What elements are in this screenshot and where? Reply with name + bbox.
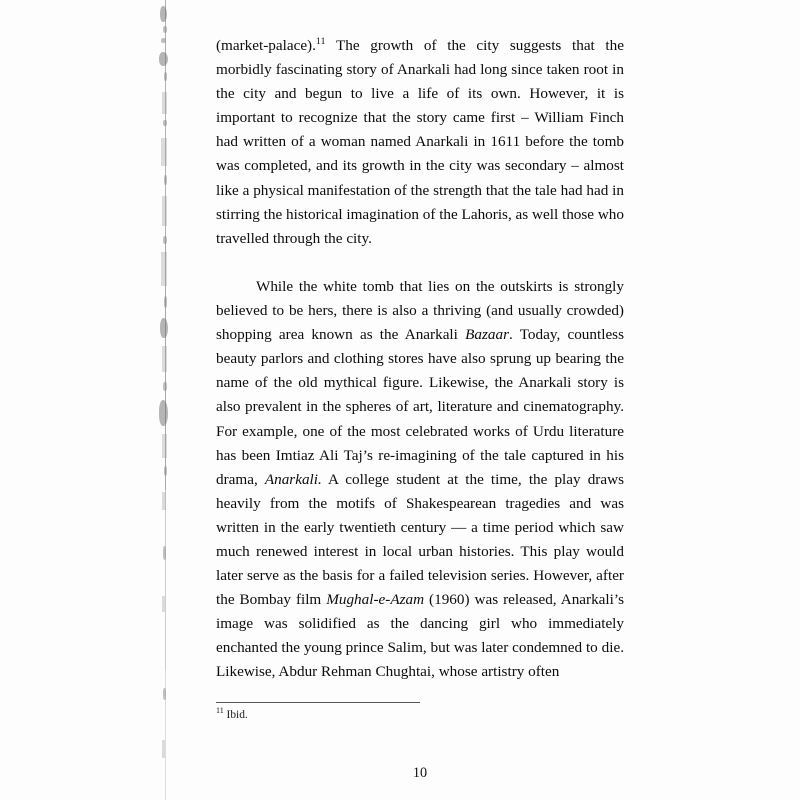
- scan-smudge: [162, 346, 167, 372]
- scan-smudge: [162, 196, 167, 226]
- page-text-block: [216, 34, 624, 685]
- footnote-number: 11: [216, 706, 224, 716]
- gutter-line-segment: [165, 490, 166, 670]
- footnote-entry: [216, 708, 624, 722]
- footnote-body-text: Ibid.: [223, 709, 248, 721]
- scan-speck: [163, 26, 167, 33]
- scan-speck: [163, 120, 167, 126]
- scan-speck: [164, 72, 167, 81]
- scan-speck: [161, 38, 166, 43]
- paragraph-1-run-1: (market-palace).: [216, 37, 316, 54]
- scan-speck: [163, 236, 167, 244]
- scan-smudge: [161, 252, 167, 286]
- italic-title-anarkali: Anarkali.: [264, 470, 322, 488]
- paragraph-2-run-4: (1960) was released, Anarkali’s image was solidified as the dancing girl who immediately enchanted the young prince Salim, but was later condemned to die. Likewise, Abdur Rehman Chughtai, whose artistry often: [216, 591, 624, 681]
- scan-gutter-artifact: [0, 0, 200, 800]
- scan-blot: [160, 6, 167, 22]
- paragraph-2-run-1: While the white tomb that lies on the outskirts is strongly believed to be hers, there is also a thriving (and usually crowded) shopping area known as the Anarkali: [216, 277, 624, 344]
- paragraph-2-run-2: . Today, countless beauty parlors and clothing stores have also sprung up bearing the name of the old mythical figure. Likewise, the Anarkali story is also prevalent in the spheres of art, literature and cinematography. For example, one of the most celebrated works of Urdu literature has been Imtiaz Ali Taj’s re-imagining of the tale captured in his drama,: [216, 326, 624, 488]
- body-paragraph-1: [216, 34, 624, 251]
- scan-blot: [159, 400, 168, 426]
- paragraph-2-run-3: A college student at the time, the play draws heavily from the motifs of Shakespearean tragedies and was written in the early twentieth century — a time period which saw much renewed interest in local urban histories. This play would later serve as the basis for a failed television series. However, after the Bombay film: [216, 470, 624, 609]
- footnote-separator-rule: [216, 702, 420, 703]
- scan-smudge: [162, 492, 166, 510]
- body-paragraph-2: [216, 275, 624, 685]
- scan-speck: [164, 296, 167, 308]
- scan-speck: [163, 688, 166, 700]
- italic-title-bazaar: Bazaar: [465, 326, 509, 344]
- scan-smudge: [162, 596, 165, 612]
- scan-speck: [164, 175, 167, 185]
- scan-smudge: [162, 92, 167, 114]
- footnote-reference-marker[interactable]: 11: [315, 35, 326, 47]
- paragraph-1-run-2: The growth of the city suggests that the morbidly fascinating story of Anarkali had long since taken root in the city and begun to live a life of its own. However, it is important to recognize that the story came first – William Finch had written of a woman named Anarkali in 1611 before the tomb was completed, and its growth in the city was secondary – almost like a physical manifestation of the strength that the tale had had in stirring the historical imagination of the Lahoris, as well those who travelled through the city.: [216, 37, 624, 247]
- scan-speck: [164, 466, 167, 476]
- italic-title-mughal-e-azam: Mughal-e-Azam: [326, 591, 425, 609]
- scan-smudge: [161, 138, 167, 166]
- gutter-line-segment: [165, 240, 166, 490]
- scan-smudge: [162, 434, 167, 458]
- scan-blot: [160, 318, 168, 338]
- scan-speck: [163, 546, 166, 560]
- scan-smudge: [162, 740, 165, 758]
- gutter-line-segment: [165, 0, 166, 240]
- footnote-area: [216, 702, 624, 722]
- gutter-line-segment: [165, 670, 166, 800]
- page-number-folio: 10: [412, 765, 428, 781]
- scan-speck: [163, 382, 167, 391]
- scan-blot: [159, 52, 168, 66]
